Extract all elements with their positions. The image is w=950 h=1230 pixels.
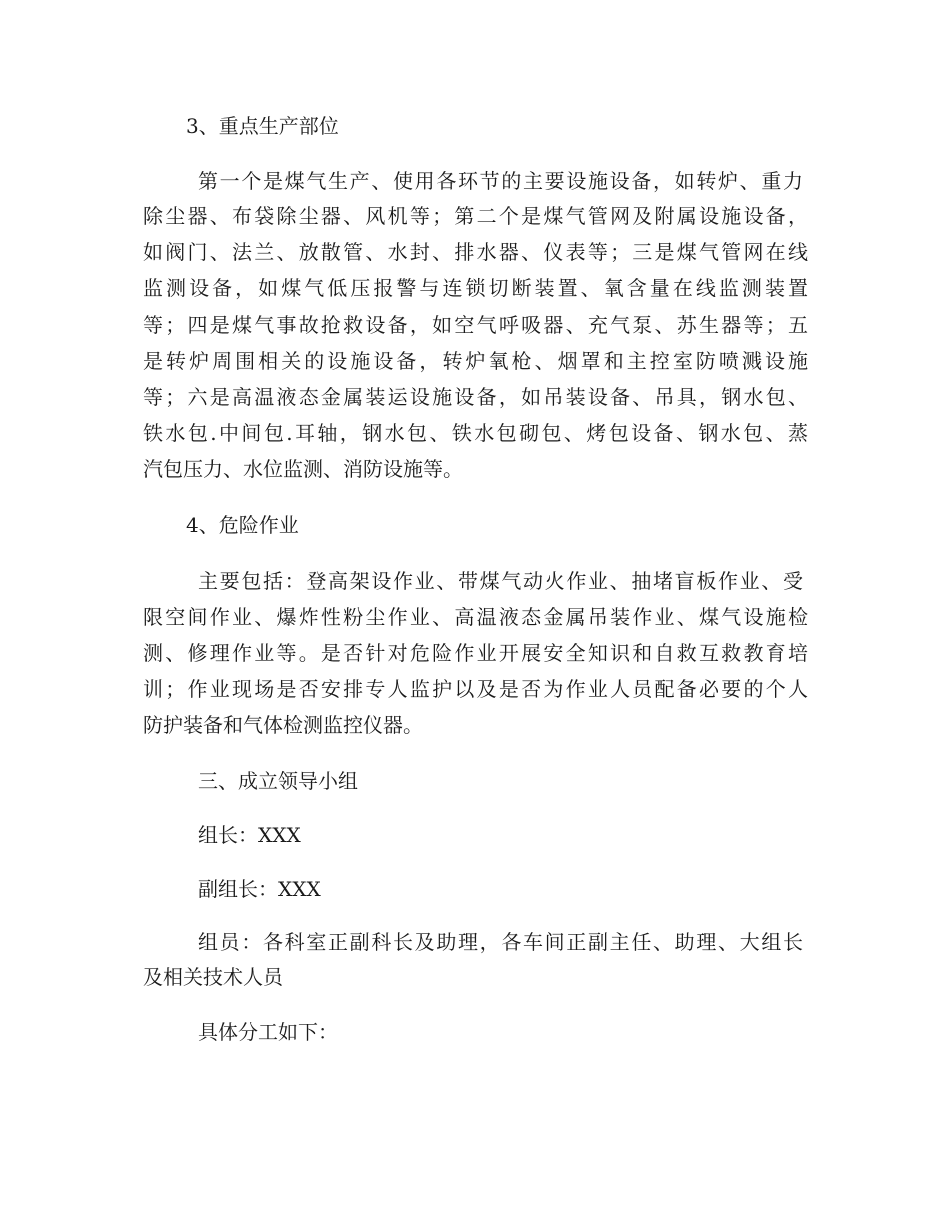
section-4-heading: 4、危险作业 [186,513,299,537]
paragraph-line: 等；四是煤气事故抢救设备，如空气呼吸器、充气泵、苏生器等；五 [143,313,808,337]
paragraph-line: 主要包括：登高架设作业、带煤气动火作业、抽堵盲板作业、受 [198,569,803,593]
paragraph-line: 汽包压力、水位监测、消防设施等。 [143,457,463,481]
part-3-heading: 三、成立领导小组 [198,769,358,793]
paragraph-line: 测、修理作业等。是否针对危险作业开展安全知识和自救互救教育培 [143,641,808,665]
paragraph-line: 除尘器、布袋除尘器、风机等；第二个是煤气管网及附属设施设备， [143,204,808,228]
deputy-leader-line: 副组长：XXX [198,877,321,901]
paragraph-line: 训；作业现场是否安排专人监护以及是否为作业人员配备必要的个人 [143,677,808,701]
paragraph-line: 等；六是高温液态金属装运设施设备，如吊装设备、吊具，钢水包、 [143,385,808,409]
paragraph-line: 如阀门、法兰、放散管、水封、排水器、仪表等；三是煤气管网在线 [143,240,808,264]
section-3-heading: 3、重点生产部位 [186,114,339,138]
members-line: 及相关技术人员 [143,965,283,989]
paragraph-line: 第一个是煤气生产、使用各环节的主要设施设备，如转炉、重力 [198,169,803,193]
paragraph-line: 铁水包.中间包.耳轴，钢水包、铁水包砌包、烤包设备、钢水包、蒸 [143,421,808,445]
paragraph-line: 限空间作业、爆炸性粉尘作业、高温液态金属吊装作业、煤气设施检 [143,605,808,629]
division-intro: 具体分工如下： [198,1020,338,1044]
paragraph-line: 防护装备和气体检测监控仪器。 [143,713,423,737]
paragraph-line: 监测设备，如煤气低压报警与连锁切断装置、氧含量在线监测装置 [143,276,808,300]
paragraph-line: 是转炉周围相关的设施设备，转炉氧枪、烟罩和主控室防喷溅设施 [143,349,808,373]
leader-line: 组长：XXX [198,823,301,847]
members-line: 组员：各科室正副科长及助理，各车间正副主任、助理、大组长 [198,930,803,954]
